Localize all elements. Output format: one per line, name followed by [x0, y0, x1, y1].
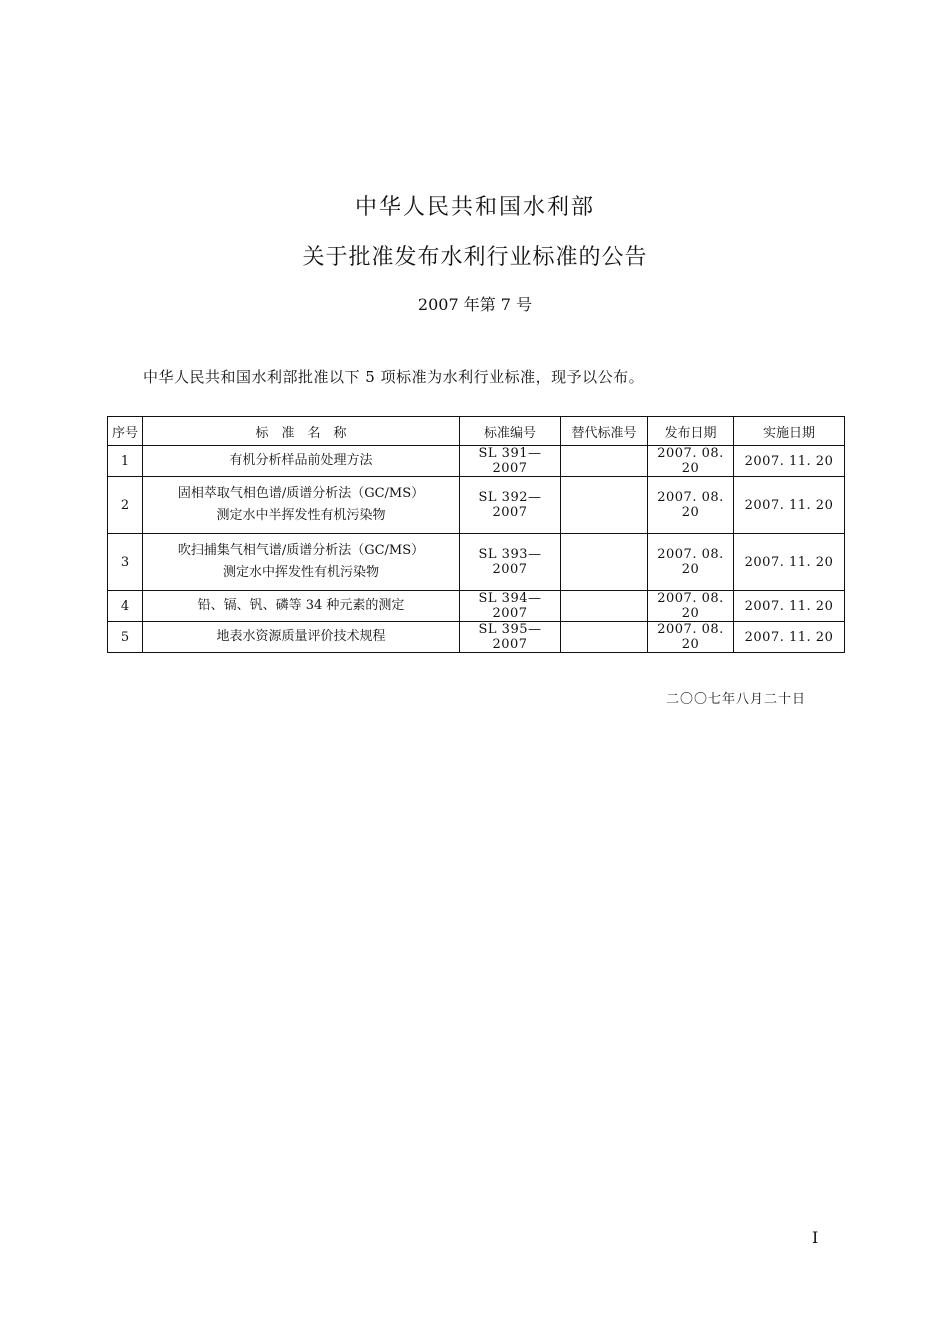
standards-table — [107, 416, 845, 653]
header-replaced-code: 替代标准号 — [561, 417, 648, 446]
cell-serial: 5 — [108, 622, 143, 653]
cell-issue-date: 2007. 08. 20 — [648, 591, 734, 622]
header-standard-code: 标准编号 — [460, 417, 561, 446]
header-effective-date: 实施日期 — [734, 417, 845, 446]
table-header-row — [108, 417, 845, 446]
title-line-2: 关于批准发布水利行业标准的公告 — [302, 245, 648, 270]
intro-paragraph: 中华人民共和国水利部批准以下 5 项标准为水利行业标准，现予以公布。 — [143, 368, 645, 386]
table-row — [108, 591, 845, 622]
cell-replaced-code — [561, 591, 648, 622]
cell-effective-date: 2007. 11. 20 — [734, 534, 845, 591]
cell-issue-date: 2007. 08. 20 — [648, 534, 734, 591]
cell-standard-name — [143, 446, 460, 477]
cell-standard-code: SL 392—2007 — [460, 477, 561, 534]
cell-issue-date: 2007. 08. 20 — [648, 622, 734, 653]
cell-effective-date: 2007. 11. 20 — [734, 622, 845, 653]
cell-replaced-code — [561, 622, 648, 653]
signature-date: 二〇〇七年八月二十日 — [666, 692, 807, 707]
cell-effective-date: 2007. 11. 20 — [734, 477, 845, 534]
name-line-1: 有机分析样品前处理方法 — [229, 453, 373, 468]
table-row — [108, 622, 845, 653]
cell-standard-name — [143, 622, 460, 653]
header-standard-name: 标 准 名 称 — [143, 417, 460, 446]
header-serial: 序号 — [108, 417, 143, 446]
cell-standard-name — [143, 477, 460, 534]
cell-issue-date: 2007. 08. 20 — [648, 477, 734, 534]
cell-issue-date: 2007. 08. 20 — [648, 446, 734, 477]
cell-serial: 4 — [108, 591, 143, 622]
cell-serial: 2 — [108, 477, 143, 534]
cell-serial: 1 — [108, 446, 143, 477]
cell-effective-date: 2007. 11. 20 — [734, 446, 845, 477]
cell-replaced-code — [561, 477, 648, 534]
cell-standard-name — [143, 534, 460, 591]
name-line-2: 测定水中挥发性有机污染物 — [222, 565, 379, 580]
cell-standard-code: SL 393—2007 — [460, 534, 561, 591]
name-line-1: 固相萃取气相色谱/质谱分析法（GC/MS） — [177, 486, 425, 501]
page-number: I — [812, 1228, 819, 1247]
cell-serial: 3 — [108, 534, 143, 591]
name-line-1: 地表水资源质量评价技术规程 — [216, 629, 386, 644]
table-row — [108, 477, 845, 534]
cell-replaced-code — [561, 534, 648, 591]
cell-replaced-code — [561, 446, 648, 477]
header-issue-date: 发布日期 — [648, 417, 734, 446]
name-line-1: 吹扫捕集气相气谱/质谱分析法（GC/MS） — [177, 543, 425, 558]
table-row — [108, 446, 845, 477]
cell-standard-code: SL 391—2007 — [460, 446, 561, 477]
title-line-1: 中华人民共和国水利部 — [354, 195, 595, 220]
table-row — [108, 534, 845, 591]
cell-standard-name — [143, 591, 460, 622]
cell-standard-code: SL 394—2007 — [460, 591, 561, 622]
name-line-2: 测定水中半挥发性有机污染物 — [216, 508, 386, 523]
cell-standard-code: SL 395—2007 — [460, 622, 561, 653]
name-line-1: 铅、镉、钒、磷等 34 种元素的测定 — [197, 598, 405, 613]
cell-effective-date: 2007. 11. 20 — [734, 591, 845, 622]
document-number: 2007 年第 7 号 — [417, 295, 533, 314]
